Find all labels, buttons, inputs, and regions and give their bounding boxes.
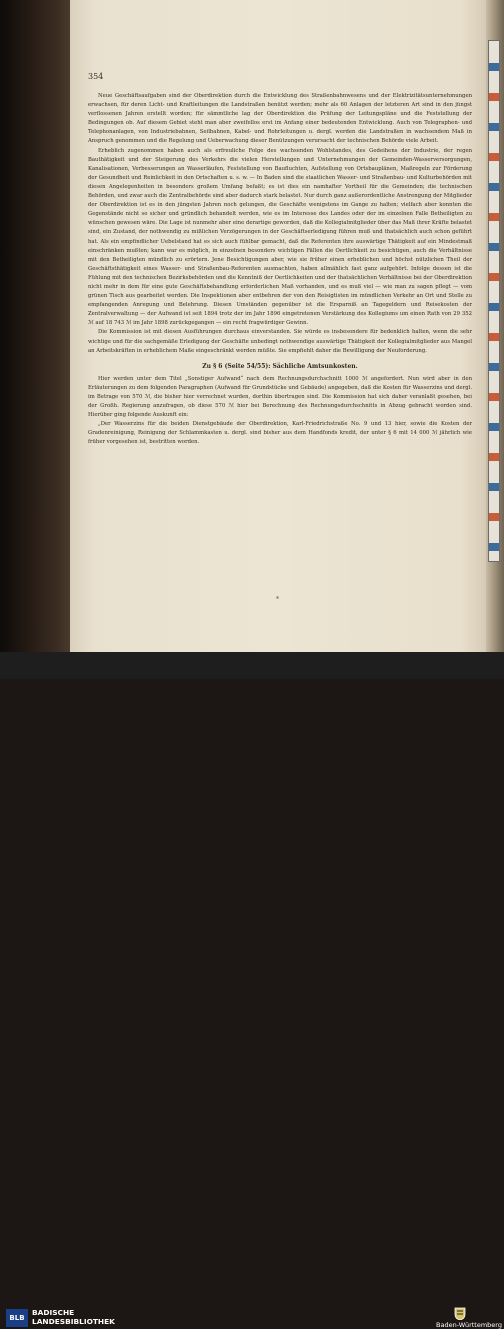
page-text [88,92,472,448]
paragraph: „Der Wasserzins für die beiden Dienstgebäude der Oberdirektion, Karl-Friedrichstraße No. 9 und 13 hier, sowie die Kosten der Gradenreinigung, Reinigung der Schlammkasten u. dergl. sind bisher aus dem Handfonds kredit, der unter § 6 mit 14 000 ℳ jährlich wie früher vorgesehen ist, bestritten worden. [88,421,472,446]
paragraph: Erheblich zugenommen haben auch als erfreuliche Folge des wachsenden Wohlstandes, des Gedeihens der Industrie, der regen Bauthätigkeit und der Steigerung des Verkehrs die vielen Herstellungen und Unternehmungen der Gemeinden-Wasserversorgungen, Kanalisationen, Verbesserungen an Wasserläufen, Feststellung von Baufluchten, Aufstellung von Ortsbauplänen, Maßregeln zur Förderung der Gesundheit und Reinlichkeit in den Ortschaften u. s. w. — In Baden sind die staatlichen Wasser- und Straßenbau- und Kulturbehörden mit diesen Angelegenheiten in besonders großem Umfang befaßt; es ist dies ein namhafter Vortheil für die Gemeinden; die technischen Behörden, und zwar auch die Zentralbehörde sind aber dadurch stark belastet. Nur durch ganz außerordentliche Anstrengung der Mitglieder der Oberdirektion ist es in den jüngsten Jahren noch gelungen, die Geschäfte wenigstens im Gange zu halten; vielfach aber konnten die Gegenstände nicht so sicher und gründlich behandelt werden, wie es im Interesse des Landes oder der im einzelnen Falle Betheiligten zu wünschen gewesen wäre. Die Lage ist nunmehr aber eine derartige geworden, daß die Kollegialmitglieder über das Maß ihrer Kräfte belastet sind, ein Zustand, der nothwendig zu mißlichen Verzögerungen in der Geschäftserledigung führen muß und thatsächlich auch schon geführt hat. Als ein empfindlicher Uebelstand hat es sich auch fühlbar gemacht, daß die Referenten ihre auswärtige Thätigkeit auf ein Mindestmaß einschränken mußten; kann war es möglich, in einzelnen besonders wichtigen Fällen die Oertlichkeit zu besichtigen, auch die Verhältnisse mit den Betheiligten mündlich zu erörtern. Jene Besichtigungen aber, wie sie früher einen erheblichen und höchst nützlichen Theil der Geschäftsthätigkeit eines Wasser- und Straßenbau-Referenten ausmachten, haben allmählich fast ganz aufgehört. Infolge dessen ist die Fühlung mit den technischen Bezirksbehörden und die Kenntniß der Oertlichkeiten und der thatsächlichen Verhältnisse bei der Oberdirektion nicht mehr in dem für eine gute Geschäftsbehandlung erforderlichen Maß vorhanden, und es muß viel — wie man zu sagen pflegt — vom grünen Tisch aus gearbeitet werden. Die Inspektionen aber entbehren der von den Reisigtisten im mündlichen Verkehr an Ort und Stelle zu empfangenden Anregung und Belehrung. Diesen Umständen gegenüber ist die Ersparniß an Tagegeldern und Reisekosten der Zentralverwaltung — der Aufwand ist seit 1894 trotz der im Jahr 1896 eingetretenen Verstärkung des Kollegiums um einen Rath von 29 352 ℳ auf 18 743 ℳ im Jahr 1898 zurückgegangen — ein recht fragwürdiger Gewinn. [88,147,472,327]
section-heading: Zu § 6 (Seite 54/55): Sächliche Amtsunkosten. [202,362,358,370]
region-name[interactable]: Baden-Württemberg [436,1321,502,1329]
footer-bar [0,652,504,1329]
scan-viewer [0,0,504,652]
paragraph: Hier werden unter dem Titel „Sonstiger Aufwand“ nach dem Rechnungsdurchschnitt 1000 ℳ angefordert. Nun wird aber in den Erläuterungen zu dem folgenden Paragraphen (Aufwand für Grundstücke und Gebäude) angegeben, daß die Kosten für Wasserzins und dergl. im Betrage von 570 ℳ, die bisher hier verrechnet wurden, dorthin übertragen sind. Die Kommission hat sich daher veranlaßt gesehen, bei der Großh. Regierung anzufragen, ob diese 570 ℳ hier bei Berechnung des Rechnungsdurchschnitts in Abzug gebracht worden sind. Hierüber ging folgende Auskunft ein: [88,375,472,419]
paragraph: Neue Geschäftsaufgaben sind der Oberdirektion durch die Entwicklung des Straßenbahnwesens und der Elektrizitätsunternehmungen erwachsen, für deren Licht- und Kraftleitungen die Landstraßen benützt werden; mehr als 60 Anlagen der letzteren Art sind in den jüngst verflossenen Jahren erstellt worden; für sämmtliche lag der Oberdirektion die Prüfung der Leitungspläne und die Feststellung der Bedingungen ob. Auf diesem Gebiet steht man aber zweifellos erst im Anfang einer bedeutenden Entwicklung. Auch von Telegraphen- und Telephonanlagen, von Industriebahnen, Seilbahnen, Kabel- und Rohrleitungen u. dergl. werden die Landstraßen in wachsendem Maß in Anspruch genommen und die Regelung und Ueberwachung dieser Benützungen verursacht der technischen Behörde viele Arbeit. [88,93,472,145]
blb-logo[interactable]: BLB [6,1309,28,1327]
book-spine [0,0,70,652]
coat-of-arms-icon [452,1307,468,1320]
library-name[interactable]: BADISCHE LANDESBIBLIOTHEK [32,1308,115,1326]
paragraph: Die Kommission ist mit diesen Ausführungen durchaus einverstanden. Sie würde es insbesondere für bedenklich halten, wenn die sehr wichtige und für die sachgemäße Erledigung der Geschäfte unbedingt nothwendige auswärtige Thätigkeit der Kollegialmitglieder aus Mangel an Arbeitskräften in erheblichem Maße eingeschränkt werden müßte. Sie empfiehlt daher die Bewilligung der Neuforderung. [88,329,472,354]
page-number: 354 [88,72,104,81]
color-calibration-strip [488,40,500,562]
asterisk-mark: * [276,596,279,603]
